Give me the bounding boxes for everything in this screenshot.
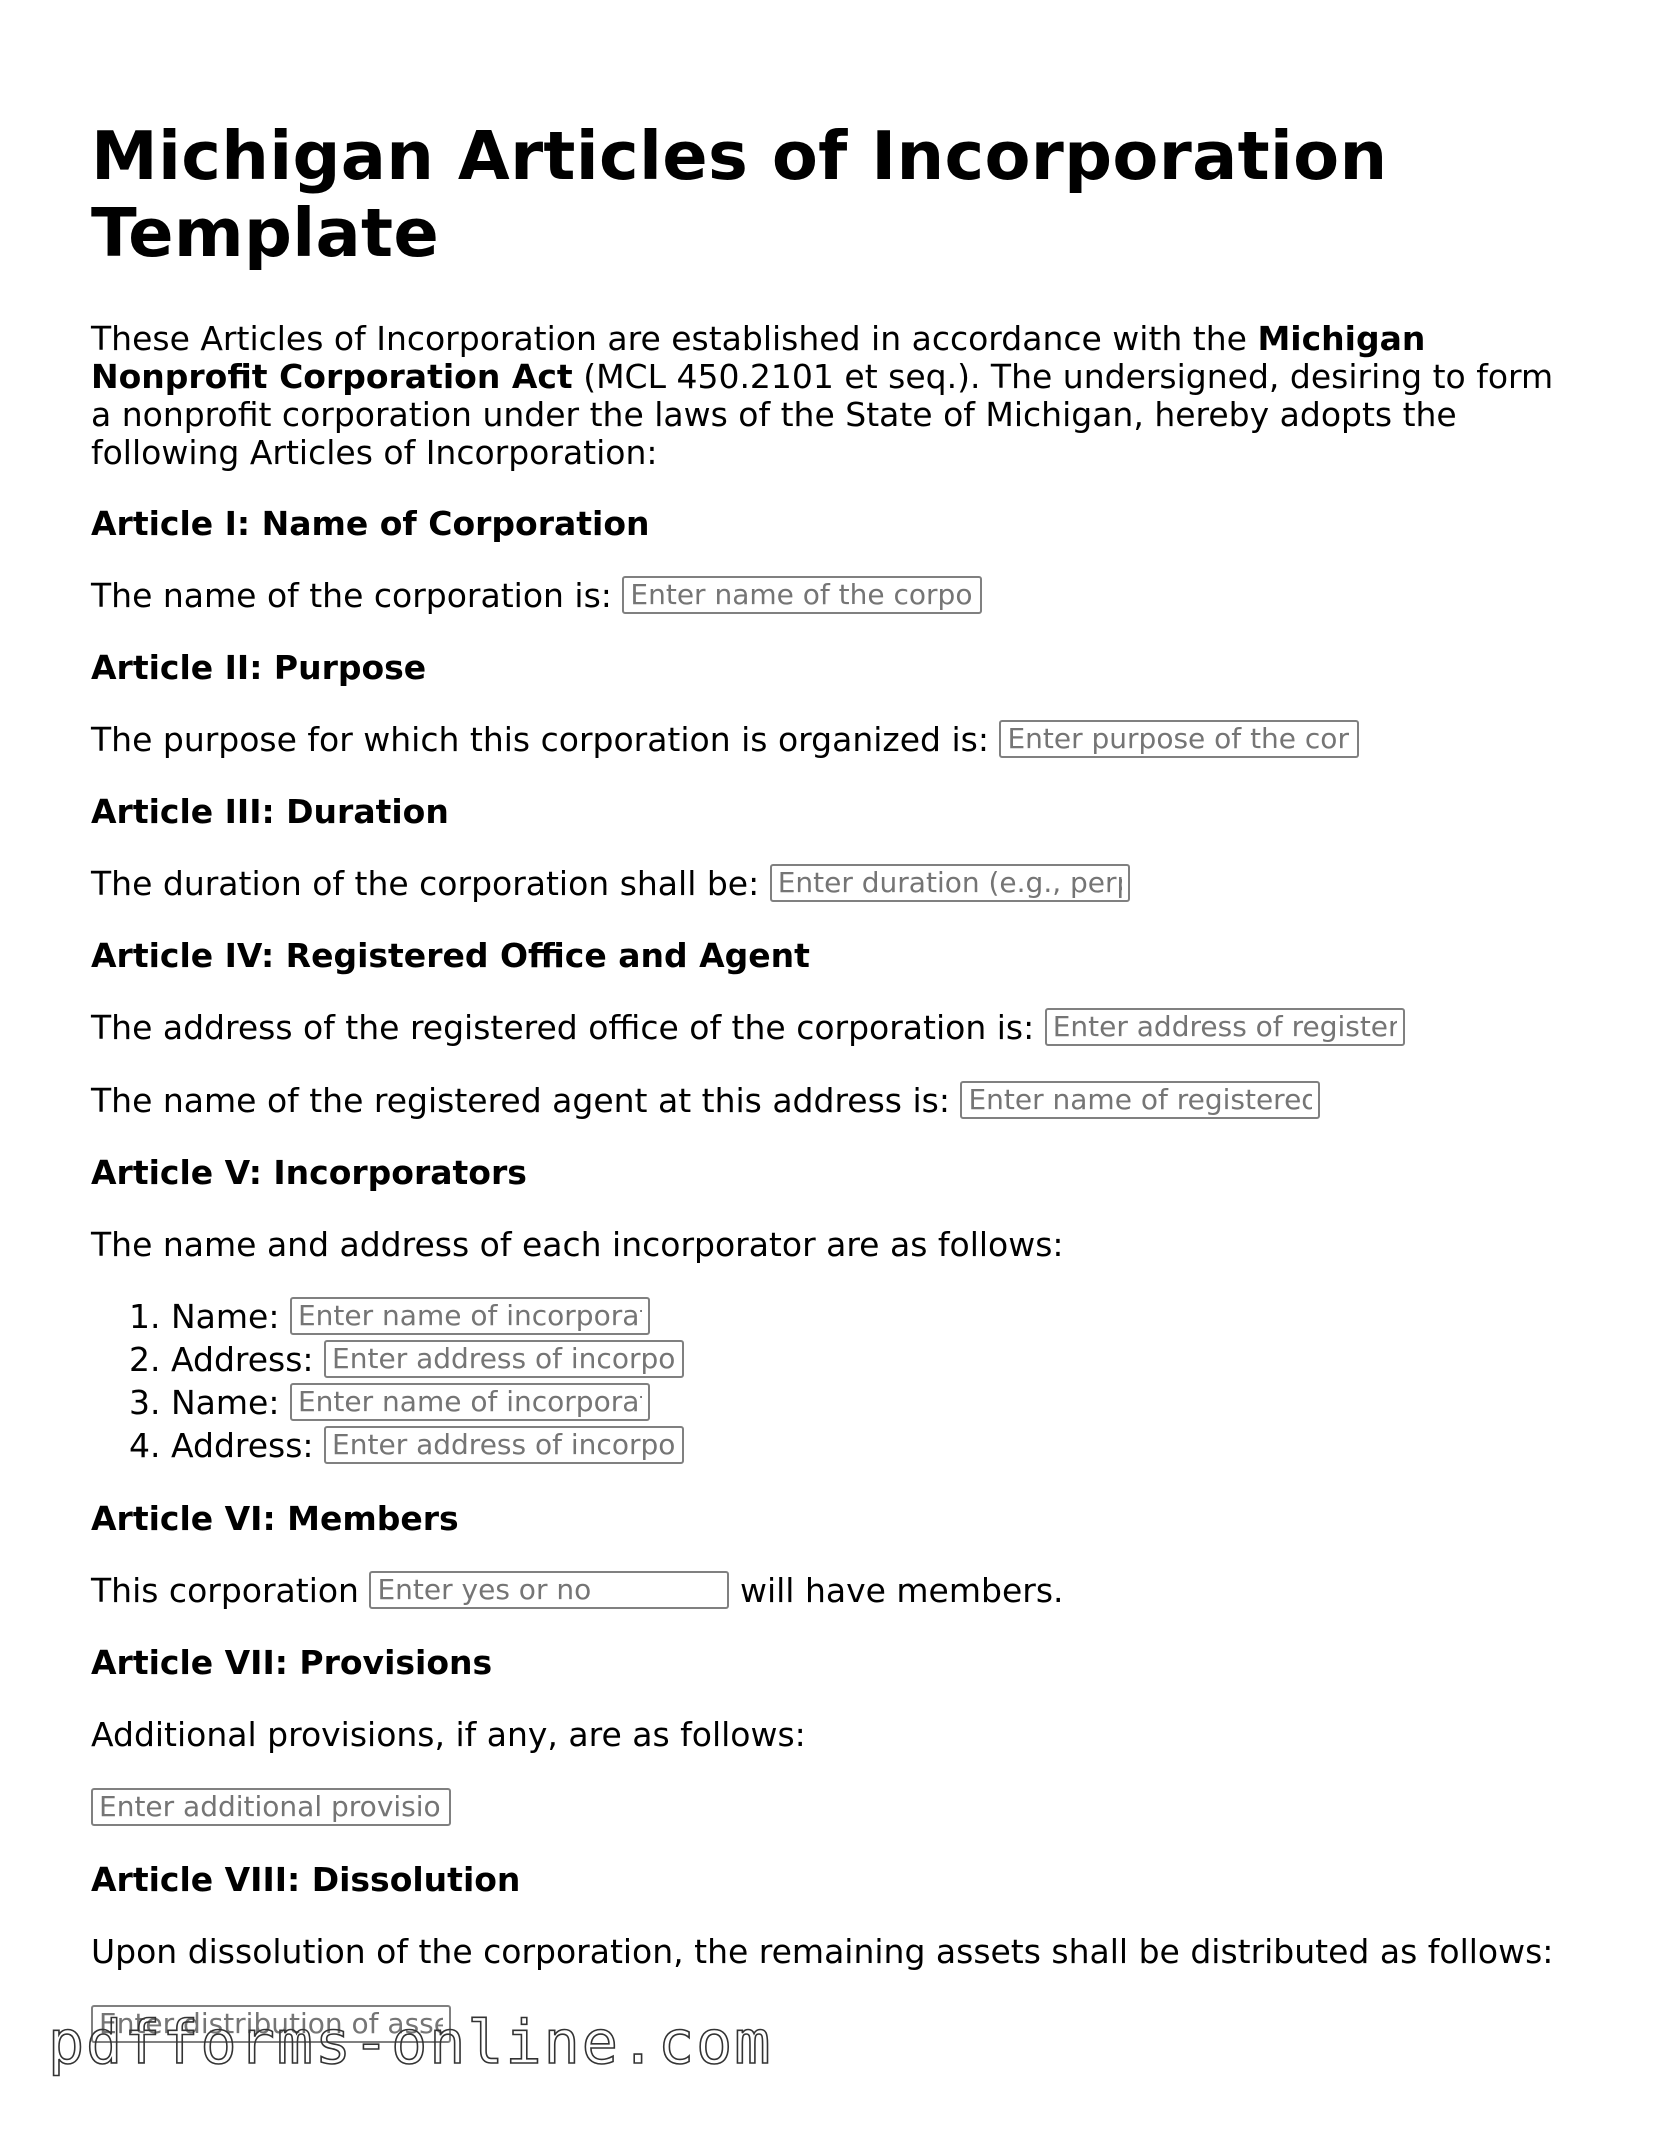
article-4-agent-text: The name of the registered agent at this address is: [91, 1081, 950, 1120]
document-page [91, 118, 1571, 2045]
list-item [171, 1338, 1571, 1381]
list-item [171, 1424, 1571, 1467]
article-1-heading: Article I: Name of Corporation [91, 504, 650, 543]
list-item [171, 1381, 1571, 1424]
article-1-line [91, 576, 1571, 616]
registered-office-input[interactable] [1045, 1008, 1405, 1046]
article-7-text: Additional provisions, if any, are as follows: [91, 1715, 806, 1754]
article-6-text-after: will have members. [739, 1571, 1064, 1610]
page-title: Michigan Articles of Incorporation Template [91, 117, 1388, 272]
article-4-office-text: The address of the registered office of the corporation is: [91, 1008, 1035, 1047]
incorporator-1-address-input[interactable] [324, 1340, 684, 1378]
incorporator-name-label: Name: [171, 1297, 280, 1336]
article-3-heading: Article III: Duration [91, 792, 449, 831]
article-7-heading: Article VII: Provisions [91, 1643, 493, 1682]
article-7-line [91, 1715, 1571, 1755]
intro-act-name: Michigan Nonprofit Corporation Act [91, 319, 1426, 396]
incorporator-address-label: Address: [171, 1340, 314, 1379]
article-8-text: Upon dissolution of the corporation, the remaining assets shall be distributed as follows: [91, 1932, 1554, 1971]
article-6-heading: Article VI: Members [91, 1499, 459, 1538]
article-4-heading: Article IV: Registered Office and Agent [91, 936, 810, 975]
registered-agent-input[interactable] [960, 1081, 1320, 1119]
corporation-name-input[interactable] [622, 576, 982, 614]
article-4-office-line [91, 1008, 1571, 1048]
article-6-line [91, 1571, 1571, 1611]
article-3-text: The duration of the corporation shall be: [91, 864, 760, 903]
incorporators-list [91, 1295, 1571, 1467]
article-5-heading: Article V: Incorporators [91, 1153, 527, 1192]
article-3-line [91, 864, 1571, 904]
additional-provisions-input[interactable] [91, 1788, 451, 1826]
article-2-heading: Article II: Purpose [91, 648, 427, 687]
article-5-text: The name and address of each incorporator are as follows: [91, 1225, 1064, 1264]
incorporator-name-label: Name: [171, 1383, 280, 1422]
article-8-heading: Article VIII: Dissolution [91, 1860, 521, 1899]
duration-input[interactable] [770, 864, 1130, 902]
intro-text-2: (MCL 450.2101 et seq.). The undersigned, desiring to form a nonprofit corporation under the laws of the State of Michigan, hereby adopts the following Articles of Incorporation: [91, 357, 1554, 472]
incorporator-address-label: Address: [171, 1426, 314, 1465]
article-2-line [91, 720, 1571, 760]
article-5-line [91, 1225, 1571, 1265]
purpose-input[interactable] [999, 720, 1359, 758]
article-4-agent-line [91, 1081, 1571, 1121]
intro-text-1: These Articles of Incorporation are established in accordance with the [91, 319, 1258, 358]
article-8-line [91, 1932, 1571, 1972]
incorporator-2-address-input[interactable] [324, 1426, 684, 1464]
members-input[interactable] [369, 1571, 729, 1609]
article-1-text: The name of the corporation is: [91, 576, 612, 615]
watermark: pdfforms-online.com [48, 2008, 773, 2078]
article-2-text: The purpose for which this corporation is organized is: [91, 720, 989, 759]
article-6-text-before: This corporation [91, 1571, 359, 1610]
article-7-field-line [91, 1788, 1571, 1828]
intro-paragraph [91, 320, 1571, 472]
incorporator-2-name-input[interactable] [290, 1383, 650, 1421]
list-item [171, 1295, 1571, 1338]
incorporator-1-name-input[interactable] [290, 1297, 650, 1335]
